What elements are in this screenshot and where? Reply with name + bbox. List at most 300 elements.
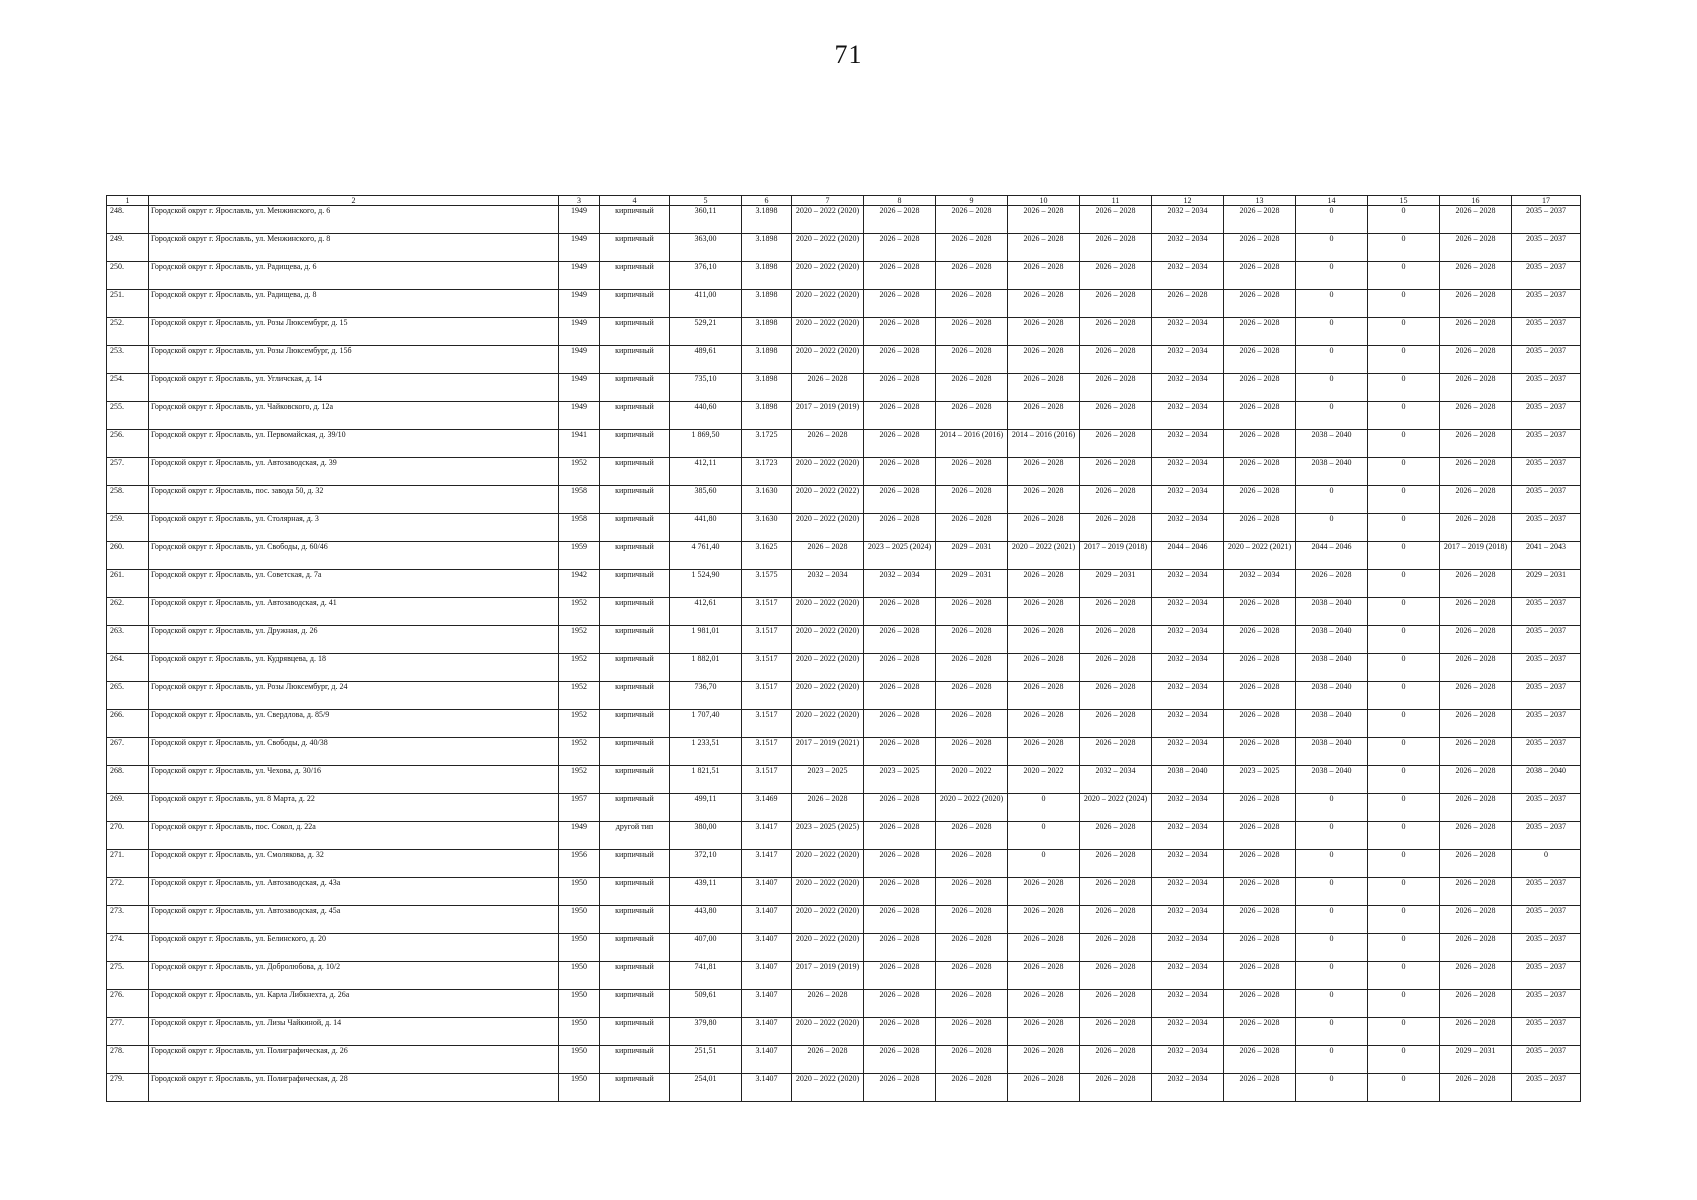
table-cell: 2026 – 2028 — [1440, 682, 1512, 710]
table-cell: 2026 – 2028 — [864, 1046, 936, 1074]
table-cell: 1949 — [559, 290, 600, 318]
table-cell: 3.1723 — [742, 458, 792, 486]
table-cell: 1949 — [559, 822, 600, 850]
table-row — [107, 626, 1581, 654]
table-cell: 2038 – 2040 — [1296, 458, 1368, 486]
table-cell: 0 — [1368, 850, 1440, 878]
table-cell: 2020 – 2022 (2020) — [792, 290, 864, 318]
table-cell: 2026 – 2028 — [1224, 486, 1296, 514]
table-row — [107, 598, 1581, 626]
table-cell: 266. — [107, 710, 149, 738]
table-cell: 2026 – 2028 — [1008, 598, 1080, 626]
table-cell: 2026 – 2028 — [1224, 318, 1296, 346]
table-cell: 259. — [107, 514, 149, 542]
table-cell: 3.1417 — [742, 822, 792, 850]
table-cell: 3.1898 — [742, 318, 792, 346]
table-cell: Городской округ г. Ярославль, ул. Карла Либкнехта, д. 26а — [149, 990, 559, 1018]
table-cell: 1958 — [559, 514, 600, 542]
table-cell: 3.1625 — [742, 542, 792, 570]
table-cell: 2026 – 2028 — [1008, 570, 1080, 598]
table-cell: 735,10 — [670, 374, 742, 402]
table-cell: 0 — [1296, 1074, 1368, 1102]
table-cell: Городской округ г. Ярославль, ул. Белинского, д. 20 — [149, 934, 559, 962]
table-cell: 2026 – 2028 — [1440, 962, 1512, 990]
table-cell: 376,10 — [670, 262, 742, 290]
table-cell: 2014 – 2016 (2016) — [1008, 430, 1080, 458]
table-cell: 0 — [1296, 1018, 1368, 1046]
table-cell: 0 — [1368, 374, 1440, 402]
table-cell: 2038 – 2040 — [1296, 766, 1368, 794]
table-cell: 0 — [1368, 1074, 1440, 1102]
table-cell: 2026 – 2028 — [936, 1074, 1008, 1102]
table-cell: 256. — [107, 430, 149, 458]
table-cell: 2026 – 2028 — [936, 738, 1008, 766]
table-cell: 264. — [107, 654, 149, 682]
table-cell: 2035 – 2037 — [1512, 1018, 1581, 1046]
table-cell: 274. — [107, 934, 149, 962]
table-cell: 360,11 — [670, 206, 742, 234]
table-cell: 1 981,01 — [670, 626, 742, 654]
table-cell: 2026 – 2028 — [1440, 458, 1512, 486]
table-cell: 2026 – 2028 — [1224, 1018, 1296, 1046]
table-cell: 2026 – 2028 — [1440, 430, 1512, 458]
table-cell: 0 — [1296, 878, 1368, 906]
table-cell: 2020 – 2022 (2020) — [792, 710, 864, 738]
table-cell: 385,60 — [670, 486, 742, 514]
table-cell: 2026 – 2028 — [1080, 458, 1152, 486]
table-cell: 2032 – 2034 — [1152, 402, 1224, 430]
table-cell: 2044 – 2046 — [1296, 542, 1368, 570]
column-header: 3 — [559, 196, 600, 206]
table-cell: 262. — [107, 598, 149, 626]
table-cell: Городской округ г. Ярославль, ул. 8 Марта, д. 22 — [149, 794, 559, 822]
table-cell: 1952 — [559, 710, 600, 738]
table-cell: кирпичный — [600, 710, 670, 738]
table-cell: кирпичный — [600, 626, 670, 654]
table-row — [107, 514, 1581, 542]
table-cell: 2035 – 2037 — [1512, 514, 1581, 542]
table-cell: 2026 – 2028 — [1224, 1074, 1296, 1102]
table-cell: Городской округ г. Ярославль, ул. Менжинского, д. 8 — [149, 234, 559, 262]
table-cell: 363,00 — [670, 234, 742, 262]
table-cell: 3.1898 — [742, 206, 792, 234]
table-cell: 2038 – 2040 — [1296, 710, 1368, 738]
column-header: 2 — [149, 196, 559, 206]
table-cell: 2026 – 2028 — [1008, 374, 1080, 402]
table-cell: 2038 – 2040 — [1296, 654, 1368, 682]
table-body — [107, 196, 1581, 1102]
table-cell: 2026 – 2028 — [1224, 346, 1296, 374]
table-cell: 2035 – 2037 — [1512, 822, 1581, 850]
table-cell: 0 — [1296, 262, 1368, 290]
table-cell: 2017 – 2019 (2021) — [792, 738, 864, 766]
table-cell: 2026 – 2028 — [1440, 402, 1512, 430]
table-cell: 1952 — [559, 654, 600, 682]
table-cell: 2032 – 2034 — [1224, 570, 1296, 598]
table-cell: Городской округ г. Ярославль, ул. Менжинского, д. 6 — [149, 206, 559, 234]
table-cell: 265. — [107, 682, 149, 710]
table-cell: 2026 – 2028 — [864, 710, 936, 738]
table-cell: 3.1898 — [742, 290, 792, 318]
table-cell: 2026 – 2028 — [1080, 346, 1152, 374]
table-cell: кирпичный — [600, 374, 670, 402]
table-cell: 3.1517 — [742, 654, 792, 682]
table-cell: 0 — [1368, 990, 1440, 1018]
table-cell: 2038 – 2040 — [1296, 598, 1368, 626]
table-cell: 0 — [1368, 682, 1440, 710]
table-cell: кирпичный — [600, 514, 670, 542]
table-cell: 2026 – 2028 — [1152, 290, 1224, 318]
table-cell: Городской округ г. Ярославль, ул. Чайковского, д. 12а — [149, 402, 559, 430]
table-cell: Городской округ г. Ярославль, ул. Свободы, д. 60/46 — [149, 542, 559, 570]
table-cell: Городской округ г. Ярославль, ул. Советская, д. 7а — [149, 570, 559, 598]
table-cell: 3.1407 — [742, 962, 792, 990]
table-cell: 2032 – 2034 — [1152, 430, 1224, 458]
table-cell: 2026 – 2028 — [1080, 1046, 1152, 1074]
table-cell: 2035 – 2037 — [1512, 878, 1581, 906]
table-cell: 1 882,01 — [670, 654, 742, 682]
table-cell: 1949 — [559, 262, 600, 290]
table-cell: 2023 – 2025 — [1224, 766, 1296, 794]
table-cell: 3.1517 — [742, 626, 792, 654]
table-cell: 2035 – 2037 — [1512, 402, 1581, 430]
table-cell: 0 — [1368, 346, 1440, 374]
table-cell: 2026 – 2028 — [1440, 598, 1512, 626]
table-cell: 2026 – 2028 — [1224, 206, 1296, 234]
table-cell: 1950 — [559, 934, 600, 962]
table-cell: Городской округ г. Ярославль, ул. Полиграфическая, д. 26 — [149, 1046, 559, 1074]
table-cell: кирпичный — [600, 766, 670, 794]
table-cell: 1952 — [559, 458, 600, 486]
table-cell: 2032 – 2034 — [1152, 234, 1224, 262]
table-cell: 2026 – 2028 — [1080, 262, 1152, 290]
table-cell: 2035 – 2037 — [1512, 346, 1581, 374]
table-cell: кирпичный — [600, 850, 670, 878]
table-cell: 275. — [107, 962, 149, 990]
table-cell: 2026 – 2028 — [864, 318, 936, 346]
table-cell: 3.1517 — [742, 598, 792, 626]
table-cell: 0 — [1008, 794, 1080, 822]
table-cell: 2032 – 2034 — [1152, 458, 1224, 486]
table-cell: кирпичный — [600, 234, 670, 262]
table-row — [107, 458, 1581, 486]
table-cell: Городской округ г. Ярославль, ул. Чехова, д. 30/16 — [149, 766, 559, 794]
table-cell: 254. — [107, 374, 149, 402]
table-cell: 2026 – 2028 — [1008, 1046, 1080, 1074]
table-cell: 0 — [1368, 206, 1440, 234]
table-row — [107, 962, 1581, 990]
table-cell: 3.1630 — [742, 486, 792, 514]
column-header: 8 — [864, 196, 936, 206]
table-cell: 2014 – 2016 (2016) — [936, 430, 1008, 458]
table-cell: 2026 – 2028 — [936, 710, 1008, 738]
table-cell: 2026 – 2028 — [1224, 794, 1296, 822]
table-cell: 2026 – 2028 — [1224, 878, 1296, 906]
table-cell: 2026 – 2028 — [936, 1018, 1008, 1046]
table-cell: кирпичный — [600, 206, 670, 234]
table-cell: 2026 – 2028 — [864, 234, 936, 262]
table-cell: 2026 – 2028 — [792, 990, 864, 1018]
table-cell: 2026 – 2028 — [936, 878, 1008, 906]
table-cell: 253. — [107, 346, 149, 374]
table-cell: 2026 – 2028 — [1440, 822, 1512, 850]
table-row — [107, 906, 1581, 934]
table-cell: 2026 – 2028 — [1008, 962, 1080, 990]
table-cell: 2017 – 2019 (2019) — [792, 402, 864, 430]
table-cell: 439,11 — [670, 878, 742, 906]
table-cell: кирпичный — [600, 1046, 670, 1074]
table-cell: 2026 – 2028 — [864, 850, 936, 878]
table-cell: кирпичный — [600, 598, 670, 626]
table-cell: кирпичный — [600, 654, 670, 682]
column-header: 13 — [1224, 196, 1296, 206]
table-cell: кирпичный — [600, 878, 670, 906]
table-cell: кирпичный — [600, 542, 670, 570]
table-cell: 2026 – 2028 — [864, 374, 936, 402]
table-cell: 379,80 — [670, 1018, 742, 1046]
table-cell: 2032 – 2034 — [1152, 934, 1224, 962]
table-cell: 2035 – 2037 — [1512, 206, 1581, 234]
table-cell: 0 — [1368, 654, 1440, 682]
table-cell: 3.1417 — [742, 850, 792, 878]
table-cell: 489,61 — [670, 346, 742, 374]
column-header: 6 — [742, 196, 792, 206]
table-cell: 2026 – 2028 — [1008, 402, 1080, 430]
table-cell: 2020 – 2022 (2020) — [792, 654, 864, 682]
table-row — [107, 654, 1581, 682]
table-cell: 3.1898 — [742, 374, 792, 402]
table-cell: 2026 – 2028 — [936, 346, 1008, 374]
table-cell: 0 — [1368, 906, 1440, 934]
table-cell: 0 — [1368, 514, 1440, 542]
table-cell: 2026 – 2028 — [1080, 710, 1152, 738]
table-cell: 2026 – 2028 — [1224, 290, 1296, 318]
column-header: 9 — [936, 196, 1008, 206]
table-cell: 0 — [1296, 850, 1368, 878]
table-cell: 1950 — [559, 962, 600, 990]
table-cell: 2026 – 2028 — [1224, 934, 1296, 962]
table-cell: 269. — [107, 794, 149, 822]
table-cell: 2026 – 2028 — [864, 794, 936, 822]
table-cell: 2026 – 2028 — [864, 626, 936, 654]
table-cell: 2026 – 2028 — [936, 906, 1008, 934]
table-cell: 2020 – 2022 (2021) — [1224, 542, 1296, 570]
table-cell: 2026 – 2028 — [1008, 682, 1080, 710]
table-cell: 271. — [107, 850, 149, 878]
table-cell: 2029 – 2031 — [1080, 570, 1152, 598]
table-cell: 2032 – 2034 — [1152, 878, 1224, 906]
table-cell: 2035 – 2037 — [1512, 430, 1581, 458]
table-row — [107, 430, 1581, 458]
table-cell: 2020 – 2022 (2020) — [792, 1018, 864, 1046]
table-cell: 2023 – 2025 (2025) — [792, 822, 864, 850]
table-row — [107, 850, 1581, 878]
table-cell: 2026 – 2028 — [1008, 710, 1080, 738]
table-cell: 2032 – 2034 — [1152, 486, 1224, 514]
table-cell: 2038 – 2040 — [1296, 430, 1368, 458]
table-cell: 2029 – 2031 — [1512, 570, 1581, 598]
table-cell: 741,81 — [670, 962, 742, 990]
column-header: 16 — [1440, 196, 1512, 206]
table-cell: 1950 — [559, 1018, 600, 1046]
table-cell: 2026 – 2028 — [864, 962, 936, 990]
table-cell: 2026 – 2028 — [1080, 738, 1152, 766]
table-row — [107, 206, 1581, 234]
table-cell: 0 — [1368, 1018, 1440, 1046]
table-cell: 2020 – 2022 — [936, 766, 1008, 794]
table-cell: 0 — [1368, 1046, 1440, 1074]
table-cell: 2026 – 2028 — [1440, 794, 1512, 822]
table-cell: 2026 – 2028 — [936, 962, 1008, 990]
table-cell: 2026 – 2028 — [864, 738, 936, 766]
table-cell: 2032 – 2034 — [1152, 990, 1224, 1018]
table-cell: 1950 — [559, 1074, 600, 1102]
table-cell: 2026 – 2028 — [1224, 1046, 1296, 1074]
table-cell: 1952 — [559, 738, 600, 766]
table-cell: 2026 – 2028 — [1008, 906, 1080, 934]
table-cell: 2026 – 2028 — [1224, 990, 1296, 1018]
table-cell: 2020 – 2022 (2020) — [792, 318, 864, 346]
table-row — [107, 822, 1581, 850]
table-cell: 2026 – 2028 — [1224, 374, 1296, 402]
table-row — [107, 1046, 1581, 1074]
table-cell: 2026 – 2028 — [1008, 1074, 1080, 1102]
table-cell: 0 — [1368, 738, 1440, 766]
table-cell: 499,11 — [670, 794, 742, 822]
table-cell: 2026 – 2028 — [1008, 654, 1080, 682]
table-cell: 2026 – 2028 — [936, 850, 1008, 878]
table-cell: Городской округ г. Ярославль, ул. Первомайская, д. 39/10 — [149, 430, 559, 458]
table-cell: 2032 – 2034 — [1152, 570, 1224, 598]
table-cell: 443,80 — [670, 906, 742, 934]
table-cell: 255. — [107, 402, 149, 430]
table-cell: 2032 – 2034 — [1152, 626, 1224, 654]
table-cell: 2026 – 2028 — [1008, 878, 1080, 906]
table-cell: 0 — [1512, 850, 1581, 878]
table-cell: Городской округ г. Ярославль, ул. Смолякова, д. 32 — [149, 850, 559, 878]
table-cell: 2026 – 2028 — [864, 262, 936, 290]
table-cell: 2017 – 2019 (2019) — [792, 962, 864, 990]
table-cell: 251. — [107, 290, 149, 318]
table-cell: 3.1517 — [742, 682, 792, 710]
table-cell: 2026 – 2028 — [1440, 990, 1512, 1018]
table-cell: 2038 – 2040 — [1512, 766, 1581, 794]
table-cell: 2032 – 2034 — [864, 570, 936, 598]
table-cell: 2026 – 2028 — [1080, 318, 1152, 346]
table-cell: 2041 – 2043 — [1512, 542, 1581, 570]
table-cell: 2032 – 2034 — [1152, 710, 1224, 738]
table-cell: 251,51 — [670, 1046, 742, 1074]
table-cell: 2026 – 2028 — [1008, 486, 1080, 514]
table-cell: 2032 – 2034 — [1152, 598, 1224, 626]
table-cell: Городской округ г. Ярославль, ул. Радищева, д. 8 — [149, 290, 559, 318]
table-cell: 2026 – 2028 — [1080, 402, 1152, 430]
table-cell: 0 — [1296, 374, 1368, 402]
column-number-header-row — [107, 196, 1581, 206]
table-cell: 2032 – 2034 — [1152, 1018, 1224, 1046]
table-cell: 2026 – 2028 — [864, 290, 936, 318]
table-cell: 2035 – 2037 — [1512, 990, 1581, 1018]
table-cell: 2026 – 2028 — [1440, 1074, 1512, 1102]
table-cell: 0 — [1008, 822, 1080, 850]
table-cell: 2026 – 2028 — [864, 906, 936, 934]
table-cell: 2026 – 2028 — [792, 374, 864, 402]
table-cell: 2026 – 2028 — [864, 1074, 936, 1102]
table-row — [107, 486, 1581, 514]
table-row — [107, 290, 1581, 318]
table-cell: 1950 — [559, 1046, 600, 1074]
table-cell: 3.1407 — [742, 906, 792, 934]
table-cell: кирпичный — [600, 458, 670, 486]
table-cell: 2026 – 2028 — [1080, 654, 1152, 682]
table-cell: 0 — [1296, 234, 1368, 262]
table-cell: другой тип — [600, 822, 670, 850]
table-cell: 2035 – 2037 — [1512, 738, 1581, 766]
table-cell: 2026 – 2028 — [1080, 990, 1152, 1018]
table-cell: 1956 — [559, 850, 600, 878]
table-cell: 2026 – 2028 — [1440, 738, 1512, 766]
table-cell: 2035 – 2037 — [1512, 1046, 1581, 1074]
table-cell: 2026 – 2028 — [936, 290, 1008, 318]
table-cell: 736,70 — [670, 682, 742, 710]
table-cell: 2035 – 2037 — [1512, 318, 1581, 346]
table-cell: 0 — [1296, 906, 1368, 934]
table-cell: 2023 – 2025 — [792, 766, 864, 794]
table-cell: 2026 – 2028 — [1008, 934, 1080, 962]
table-row — [107, 402, 1581, 430]
table-cell: 2035 – 2037 — [1512, 374, 1581, 402]
table-cell: 441,80 — [670, 514, 742, 542]
table-cell: 258. — [107, 486, 149, 514]
table-cell: 2026 – 2028 — [1224, 850, 1296, 878]
table-cell: 2026 – 2028 — [936, 318, 1008, 346]
table-row — [107, 794, 1581, 822]
table-cell: 3.1407 — [742, 1018, 792, 1046]
table-cell: кирпичный — [600, 430, 670, 458]
table-cell: 2020 – 2022 (2020) — [792, 934, 864, 962]
table-cell: 3.1630 — [742, 514, 792, 542]
table-cell: 2026 – 2028 — [1080, 850, 1152, 878]
table-cell: 2020 – 2022 (2020) — [792, 206, 864, 234]
table-cell: 2026 – 2028 — [1440, 486, 1512, 514]
table-cell: 2029 – 2031 — [1440, 1046, 1512, 1074]
table-cell: 1949 — [559, 346, 600, 374]
table-cell: 2026 – 2028 — [1008, 458, 1080, 486]
table-cell: 1949 — [559, 206, 600, 234]
table-cell: 2026 – 2028 — [1008, 234, 1080, 262]
table-cell: 0 — [1296, 1046, 1368, 1074]
table-cell: Городской округ г. Ярославль, ул. Лизы Чайкиной, д. 14 — [149, 1018, 559, 1046]
table-cell: 2026 – 2028 — [864, 822, 936, 850]
page-number: 71 — [834, 40, 863, 69]
table-cell: 0 — [1368, 710, 1440, 738]
table-row — [107, 738, 1581, 766]
table-cell: 2026 – 2028 — [1440, 206, 1512, 234]
table-cell: 2026 – 2028 — [1224, 626, 1296, 654]
table-row — [107, 346, 1581, 374]
table-cell: 2026 – 2028 — [936, 934, 1008, 962]
table-row — [107, 878, 1581, 906]
table-cell: 2035 – 2037 — [1512, 234, 1581, 262]
table-cell: 3.1407 — [742, 990, 792, 1018]
table-cell: 0 — [1368, 402, 1440, 430]
column-header: 15 — [1368, 196, 1440, 206]
table-cell: 2035 – 2037 — [1512, 262, 1581, 290]
table-cell: 2026 – 2028 — [864, 878, 936, 906]
table-cell: 2029 – 2031 — [936, 542, 1008, 570]
table-cell: Городской округ г. Ярославль, ул. Розы Люксембург, д. 15 — [149, 318, 559, 346]
table-cell: 2020 – 2022 (2020) — [792, 514, 864, 542]
